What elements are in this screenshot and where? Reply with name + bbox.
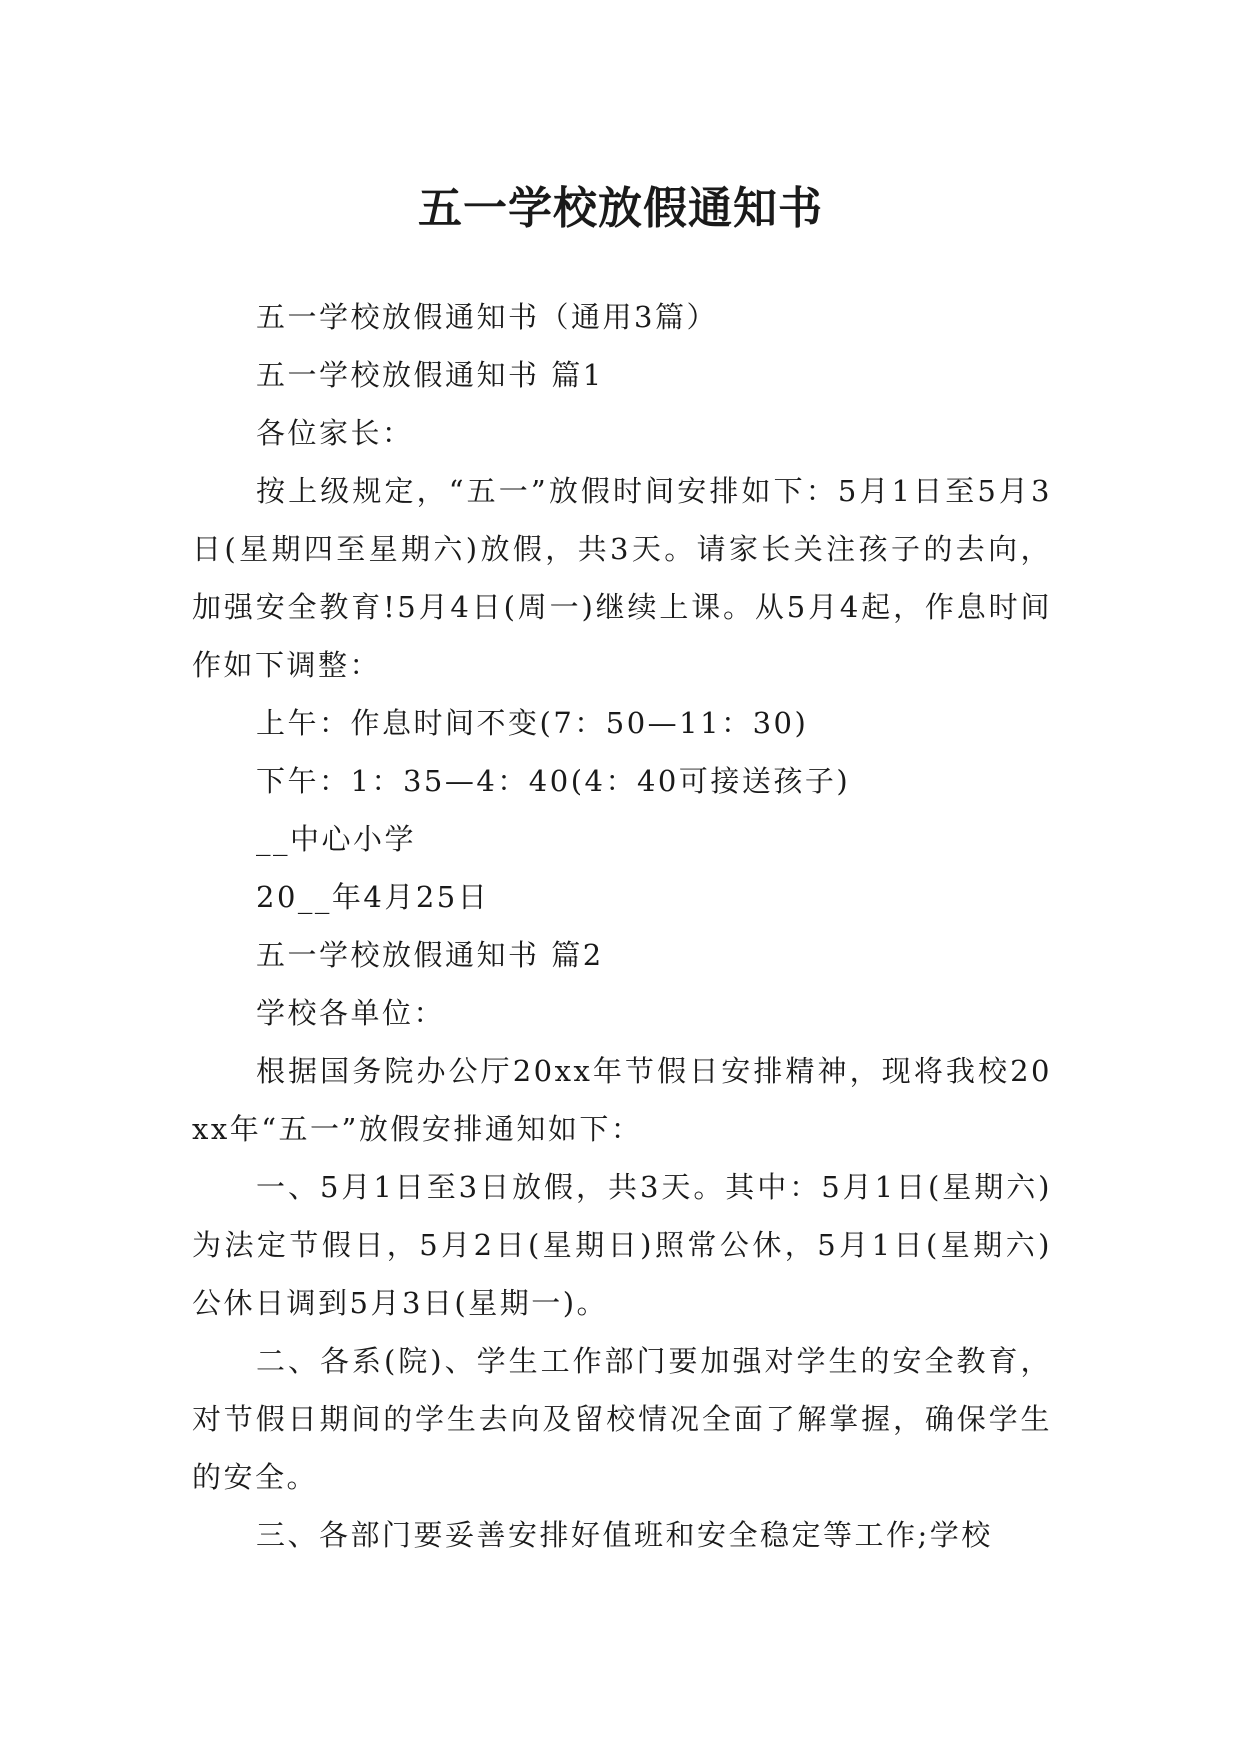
paragraph-morning-schedule: 上午：作息时间不变(7：50—11：30) — [256, 706, 809, 740]
paragraph-afternoon-schedule: 下午：1：35—4：40(4：40可接送孩子) — [256, 764, 851, 798]
paragraph-collection-title: 五一学校放假通知书（通用3篇） — [256, 300, 718, 334]
document-body — [192, 288, 1052, 1564]
paragraph-notice-intro: 根据国务院办公厅20xx年节假日安排精神，现将我校20xx年“五一”放假安排通知如下： — [192, 1054, 1052, 1146]
paragraph-item-3: 三、各部门要妥善安排好值班和安全稳定等工作;学校 — [256, 1518, 993, 1552]
paragraph-holiday-schedule: 按上级规定，“五一”放假时间安排如下：5月1日至5月3日(星期四至星期六)放假，共3天。请家长关注孩子的去向，加强安全教育!5月4日(周一)继续上课。从5月4起，作息时间作如下调整： — [192, 474, 1052, 682]
paragraph-salutation-units: 学校各单位： — [256, 996, 446, 1030]
paragraph-section-1-heading: 五一学校放假通知书 篇1 — [256, 358, 604, 392]
paragraph-date: 20__年4月25日 — [256, 880, 490, 914]
document-title: 五一学校放假通知书 — [418, 183, 823, 235]
paragraph-salutation-parents: 各位家长： — [256, 416, 414, 450]
paragraph-school-signature: __中心小学 — [256, 822, 417, 856]
paragraph-item-1: 一、5月1日至3日放假，共3天。其中：5月1日(星期六)为法定节假日，5月2日(星期日)照常公休，5月1日(星期六)公休日调到5月3日(星期一)。 — [192, 1170, 1052, 1320]
paragraph-item-2: 二、各系(院)、学生工作部门要加强对学生的安全教育，对节假日期间的学生去向及留校情况全面了解掌握，确保学生的安全。 — [192, 1344, 1052, 1494]
paragraph-section-2-heading: 五一学校放假通知书 篇2 — [256, 938, 604, 972]
